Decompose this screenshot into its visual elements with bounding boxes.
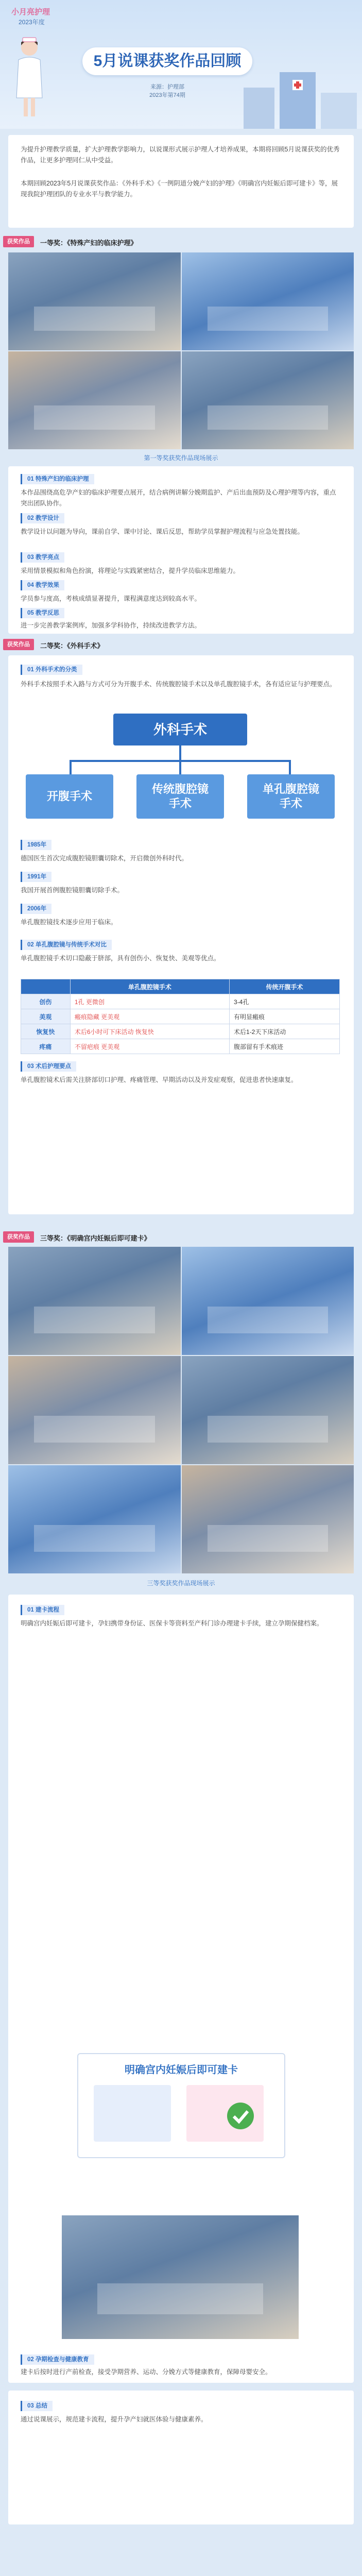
paragraph: 我国开展首例腹腔镜胆囊切除手术。 <box>21 887 124 894</box>
event-photo <box>8 1465 181 1573</box>
table-cell: 不留疤痕 更美观 <box>70 1039 229 1054</box>
table-cell: 3-4孔 <box>230 994 340 1009</box>
table-row <box>21 1024 340 1039</box>
paragraph: 单孔腹腔镜技术逐步应用于临床。 <box>21 919 117 926</box>
intro-paragraph-1: 为提升护理教学质量，扩大护理教学影响力，以说课形式展示护理人才培养成果，本期将回顾5月说课获奖的优秀作品，让更多护理同仁从中受益。 <box>21 146 340 164</box>
event-photo <box>8 252 181 350</box>
table-cell: 1孔 更微创 <box>70 994 229 1009</box>
event-photo <box>8 351 181 449</box>
subheading: 02 教学设计 <box>21 513 64 523</box>
event-photo <box>182 1465 354 1573</box>
event-photo <box>8 1356 181 1464</box>
surgery-classification-diagram <box>26 714 335 827</box>
table-header <box>21 979 71 994</box>
table-cell: 创伤 <box>21 994 71 1009</box>
paragraph: 建卡后按时进行产前检查，接受孕期营养、运动、分娩方式等健康教育，保障母婴安全。 <box>21 2368 272 2376</box>
brand-name: 小月亮护理 <box>11 8 50 16</box>
intro-paragraph-2: 本期回顾2023年5月说课获奖作品：《外科手术》《一例阴道分娩产妇的护理》《明确宫内妊娠后即可建卡》等，展现我院护理团队的专业水平与教学能力。 <box>21 180 338 198</box>
paragraph: 单孔腹腔镜术后需关注脐部切口护理、疼痛管理、早期活动以及并发症观察，促进患者快速康复。 <box>21 1076 298 1083</box>
paragraph: 学员参与度高，考核成绩显著提升，课程满意度达到较高水平。 <box>21 595 201 602</box>
table-header: 传统开腹手术 <box>230 979 340 994</box>
check-icon <box>225 2100 256 2131</box>
subheading: 01 特殊产妇的临床护理 <box>21 474 94 484</box>
subheading: 03 术后护理要点 <box>21 1061 76 1072</box>
hospital-building-icon <box>233 62 362 129</box>
subheading: 01 建卡流程 <box>21 1605 64 1615</box>
subheading: 02 单孔腹腔镜与传统手术对比 <box>21 940 112 950</box>
table-cell: 恢复快 <box>21 1024 71 1039</box>
event-photo <box>8 1247 181 1355</box>
table-cell: 疼痛 <box>21 1039 71 1054</box>
brand-subtitle: 2023年度 <box>19 19 45 26</box>
event-photo <box>182 252 354 350</box>
event-photo <box>182 1356 354 1464</box>
table-cell: 瘢痕隐藏 更美观 <box>70 1009 229 1024</box>
section-1-ribbon: 获奖作品 <box>3 236 34 247</box>
nurse-illustration-icon <box>12 36 46 118</box>
page-title: 5月说课获奖作品回顾 <box>82 47 252 75</box>
table-row <box>21 1009 340 1024</box>
prenatal-card-graphic <box>77 2053 285 2158</box>
table-row <box>21 994 340 1009</box>
paragraph: 采用情景模拟和角色扮演，将理论与实践紧密结合，提升学员临床思维能力。 <box>21 567 240 574</box>
paragraph: 通过说课展示，规范建卡流程，提升孕产妇就医体验与健康素养。 <box>21 2416 208 2423</box>
subheading: 04 教学效果 <box>21 580 64 590</box>
summary-card <box>8 2391 354 2524</box>
subheading: 05 教学反思 <box>21 608 64 618</box>
subheading: 02 孕期检查与健康教育 <box>21 2354 94 2365</box>
comparison-table <box>21 979 340 1054</box>
header-banner <box>0 0 362 129</box>
year-heading: 1991年 <box>21 872 51 882</box>
year-heading: 1985年 <box>21 840 51 850</box>
paragraph: 进一步完善教学案例库，加强多学科协作，持续改进教学方法。 <box>21 622 201 629</box>
event-photo <box>182 351 354 449</box>
paragraph: 外科手术按照手术入路与方式可分为开腹手术、传统腹腔镜手术以及单孔腹腔镜手术，各有适应证与护理要点。 <box>21 681 336 688</box>
table-header: 单孔腹腔镜手术 <box>70 979 229 994</box>
photo-caption: 第一等奖获奖作品现场展示 <box>144 454 218 462</box>
header-source: 来源：护理部 <box>150 84 184 90</box>
paragraph: 明确宫内妊娠后即可建卡，孕妇携带身份证、医保卡等资料至产科门诊办理建卡手续，建立孕期保健档案。 <box>21 1620 323 1627</box>
header-issue: 2023年第74期 <box>149 92 185 98</box>
table-cell: 术后1-2天下床活动 <box>230 1024 340 1039</box>
subheading: 03 总结 <box>21 2401 53 2411</box>
section-2-label: 二等奖：《外科手术》 <box>40 642 104 650</box>
section-1-label: 一等奖：《特殊产妇的临床护理》 <box>40 239 137 247</box>
table-cell: 有明显瘢痕 <box>230 1009 340 1024</box>
photo-caption: 三等奖获奖作品现场展示 <box>147 1580 215 1587</box>
table-row <box>21 1039 340 1054</box>
diagram-node-open-surgery: 开腹手术 <box>26 774 113 819</box>
paragraph: 教学设计以问题为导向，课前自学、课中讨论、课后反思，帮助学员掌握护理流程与应急处置技能。 <box>21 528 304 535</box>
section-3-label: 三等奖：《明确宫内妊娠后即可建卡》 <box>40 1234 151 1242</box>
subheading: 01 外科手术的分类 <box>21 665 82 675</box>
paragraph: 单孔腹腔镜手术切口隐蔽于脐部，具有创伤小、恢复快、美观等优点。 <box>21 955 220 962</box>
event-photo <box>62 2215 299 2339</box>
subheading: 03 教学亮点 <box>21 552 64 563</box>
table-cell: 腹部留有手术痕迹 <box>230 1039 340 1054</box>
diagram-node-single-port: 单孔腹腔镜 手术 <box>247 774 335 819</box>
card-graphic-title: 明确宫内妊娠后即可建卡 <box>125 2064 238 2076</box>
paragraph: 德国医生首次完成腹腔镜胆囊切除术，开启微创外科时代。 <box>21 855 188 862</box>
table-cell: 美观 <box>21 1009 71 1024</box>
paragraph: 本作品围绕高危孕产妇的临床护理要点展开，结合病例讲解分娩期监护、产后出血预防及心理护理等内容，重点突出团队协作。 <box>21 489 336 507</box>
diagram-root-node: 外科手术 <box>113 714 247 745</box>
section-2-ribbon: 获奖作品 <box>3 639 34 650</box>
section-3-ribbon: 获奖作品 <box>3 1231 34 1243</box>
table-cell: 术后6小时可下床活动 恢复快 <box>70 1024 229 1039</box>
diagram-node-laparoscopic: 传统腹腔镜 手术 <box>136 774 224 819</box>
year-heading: 2006年 <box>21 904 51 914</box>
event-photo <box>182 1247 354 1355</box>
